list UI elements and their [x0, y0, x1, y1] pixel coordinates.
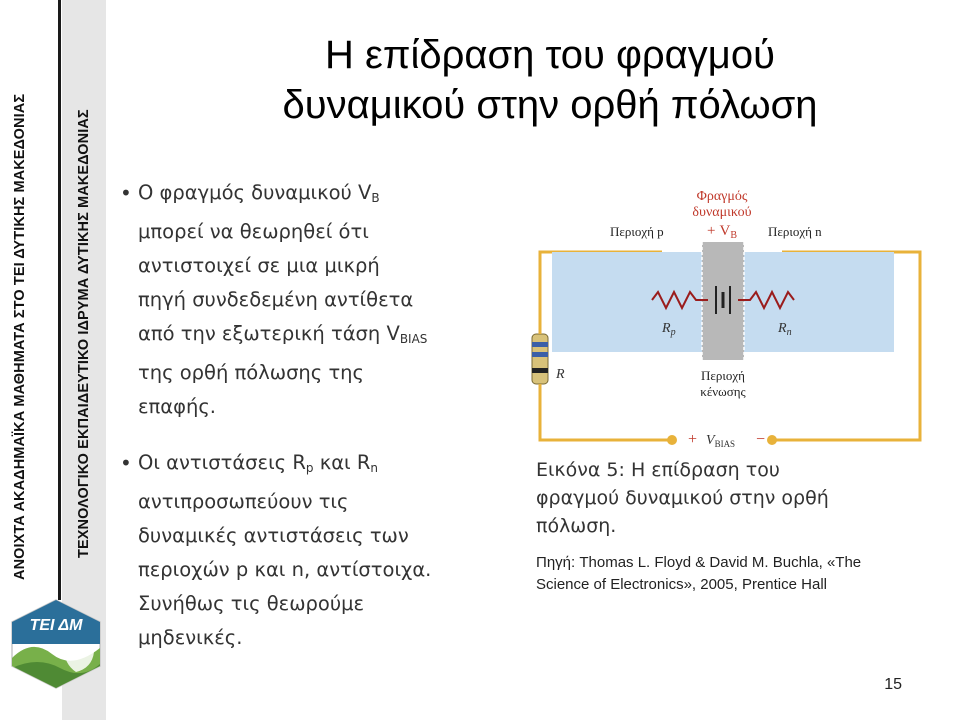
forward-bias-circuit-figure [522, 182, 922, 452]
sidebar-divider [58, 0, 61, 600]
sidebar-institution-text: ΤΕΧΝΟΛΟΓΙΚΟ ΕΚΠΑΙΔΕΥΤΙΚΟ ΙΔΡΥΜΑ ΔΥΤΙΚΗΣ ΜΑΚΕΔΟΝΙΑΣ [76, 109, 92, 558]
depletion-label-line-1: Περιοχή [701, 368, 745, 383]
bias-plus-label: + [688, 431, 698, 448]
bullet-2-line-1: Οι αντιστάσεις $R_p$ και $R_n$ [138, 451, 379, 475]
bullet-1-line-5: από την εξωτερική τάση $V_{BIAS}$ [138, 322, 428, 346]
logo-text: ΤΕΙ ΔΜ [29, 617, 83, 634]
resistor-band [532, 352, 548, 357]
figure-caption [536, 456, 946, 596]
caption-main [536, 456, 946, 540]
title-line-1: Η επίδραση του φραγμού [325, 33, 775, 77]
bullet-2-line-4: περιοχών p και n, αντίστοιχα. [138, 558, 432, 581]
bullet-1-line-2: μπορεί να θεωρηθεί ότι [138, 220, 369, 243]
institution-logo [8, 598, 104, 690]
slide-title [150, 30, 950, 130]
sidebar-open-courses-text: ΑΝΟΙΧΤΑ ΑΚΑΔΗΜΑΪΚΑ ΜΑΘΗΜΑΤΑ ΣΤΟ ΤΕΙ ΔΥΤΙΚΗΣ ΜΑΚΕΔΟΝΙΑΣ [12, 93, 28, 580]
title-line-2: δυναμικού στην ορθή πόλωση [282, 83, 818, 127]
external-resistor [532, 334, 548, 384]
resistor-band [532, 342, 548, 347]
r-label: R [556, 367, 565, 382]
caption-source-line-1: Πηγή: Thomas L. Floyd & David M. Buchla, «The [536, 554, 862, 571]
bullet-barrier-source [118, 176, 508, 424]
depletion-label-line-2: κένωσης [700, 384, 746, 399]
bias-minus-label: − [756, 431, 766, 448]
bullet-dot: • [120, 181, 132, 205]
bullet-2-line-3: δυναμικές αντιστάσεις των [138, 524, 409, 547]
bullet-1-line-4: πηγή συνδεδεμένη αντίθετα [138, 288, 414, 311]
bullet-2-line-6: μηδενικές. [138, 626, 243, 649]
bias-terminal-positive [667, 435, 677, 445]
region-n-label: Περιοχή n [768, 224, 822, 239]
rn-label: $R_n$ [778, 321, 792, 338]
sidebar [0, 0, 112, 720]
caption-main-line-2: φραγμού δυναμικού στην ορθή [536, 487, 829, 509]
barrier-label-line-2: δυναμικού [692, 205, 752, 220]
page-number: 15 [884, 676, 902, 693]
caption-main-line-3: πόλωση. [536, 515, 617, 537]
bullet-1-line-1: Ο φραγμός δυναμικού $V_B$ [138, 181, 380, 205]
barrier-label-line-1: Φραγμός [696, 189, 748, 204]
caption-main-line-1: Εικόνα 5: Η επίδραση του [536, 459, 780, 481]
bullet-resistances [118, 446, 518, 655]
bullet-1-line-6: της ορθή πόλωσης της [138, 361, 364, 384]
bullet-1-line-3: αντιστοιχεί σε μια μικρή [138, 254, 380, 277]
caption-source [536, 552, 946, 596]
rp-label: $R_p$ [662, 321, 676, 338]
circuit-wire [540, 390, 672, 440]
bullet-1-line-7: επαφής. [138, 395, 216, 418]
bullet-dot: • [120, 451, 132, 475]
bias-voltage-label: $V_{BIAS}$ [706, 433, 736, 449]
region-p-label: Περιοχή p [610, 224, 664, 239]
resistor-band [532, 368, 548, 373]
caption-source-line-2: Science of Electronics», 2005, Prentice Hall [536, 576, 827, 593]
bullet-2-line-5: Συνήθως τις θεωρούμε [138, 592, 365, 615]
barrier-voltage-label: + $V_B$ [707, 223, 737, 241]
bullet-2-line-2: αντιπροσωπεύουν τις [138, 490, 349, 513]
bias-terminal-negative [767, 435, 777, 445]
